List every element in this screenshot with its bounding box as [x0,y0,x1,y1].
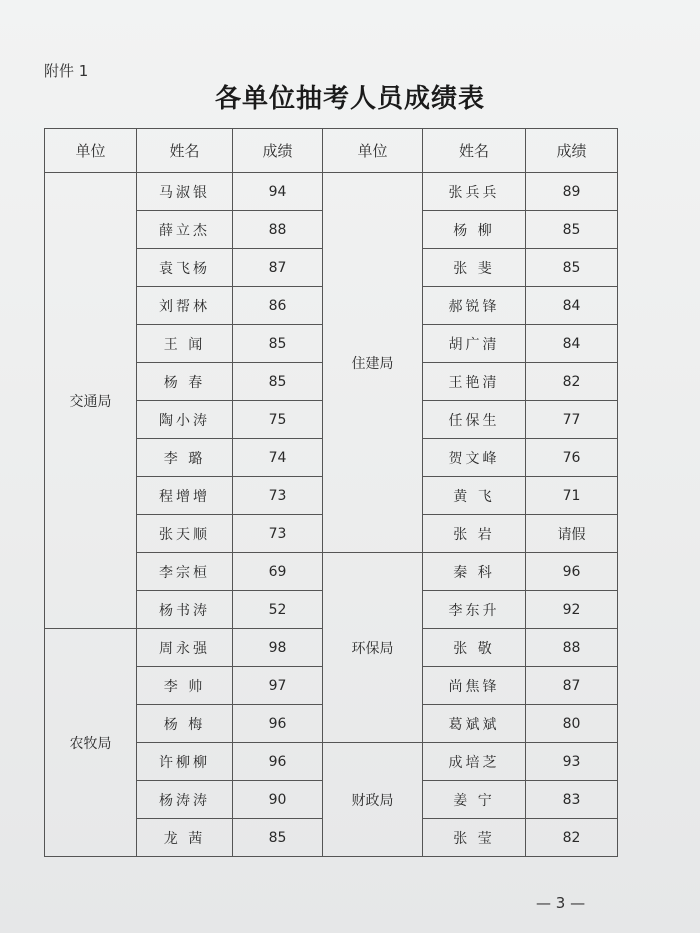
header-score-left: 成绩 [233,129,323,173]
name-cell: 张天顺 [137,515,233,553]
table-row [45,173,618,211]
name-cell: 袁飞杨 [137,249,233,287]
header-name-left: 姓名 [137,129,233,173]
name-cell: 程增增 [137,477,233,515]
score-cell: 82 [526,363,618,401]
score-cell: 52 [233,591,323,629]
score-cell: 请假 [526,515,618,553]
score-cell: 97 [233,667,323,705]
score-cell: 73 [233,515,323,553]
name-cell: 龙 茜 [137,819,233,857]
name-cell: 王 闻 [137,325,233,363]
name-cell: 李 帅 [137,667,233,705]
header-name-right: 姓名 [423,129,526,173]
name-cell: 薛立杰 [137,211,233,249]
score-cell: 85 [233,363,323,401]
unit-cell-left: 交通局 [45,173,137,629]
score-cell: 93 [526,743,618,781]
score-cell: 92 [526,591,618,629]
header-unit-right: 单位 [323,129,423,173]
name-cell: 张 莹 [423,819,526,857]
score-cell: 89 [526,173,618,211]
name-cell: 杨书涛 [137,591,233,629]
score-cell: 88 [233,211,323,249]
score-cell: 85 [233,819,323,857]
unit-cell-right: 住建局 [323,173,423,553]
name-cell: 杨 春 [137,363,233,401]
name-cell: 张 斐 [423,249,526,287]
name-cell: 李宗桓 [137,553,233,591]
header-score-right: 成绩 [526,129,618,173]
name-cell: 陶小涛 [137,401,233,439]
score-cell: 76 [526,439,618,477]
score-cell: 69 [233,553,323,591]
score-cell: 96 [526,553,618,591]
name-cell: 成培芝 [423,743,526,781]
name-cell: 张 敬 [423,629,526,667]
name-cell: 刘帮林 [137,287,233,325]
score-cell: 75 [233,401,323,439]
score-table [44,128,618,857]
page-number: — 3 — [536,894,586,912]
score-cell: 85 [526,249,618,287]
score-cell: 84 [526,325,618,363]
header-unit-left: 单位 [45,129,137,173]
score-cell: 84 [526,287,618,325]
name-cell: 任保生 [423,401,526,439]
name-cell: 杨涛涛 [137,781,233,819]
score-cell: 94 [233,173,323,211]
score-cell: 96 [233,705,323,743]
name-cell: 许柳柳 [137,743,233,781]
name-cell: 葛斌斌 [423,705,526,743]
name-cell: 郝锐锋 [423,287,526,325]
unit-cell-left: 农牧局 [45,629,137,857]
score-cell: 86 [233,287,323,325]
score-cell: 87 [526,667,618,705]
name-cell: 李东升 [423,591,526,629]
name-cell: 姜 宁 [423,781,526,819]
table-header-row [45,129,618,173]
unit-cell-right: 环保局 [323,553,423,743]
name-cell: 贺文峰 [423,439,526,477]
name-cell: 张兵兵 [423,173,526,211]
name-cell: 周永强 [137,629,233,667]
name-cell: 张 岩 [423,515,526,553]
score-cell: 74 [233,439,323,477]
score-cell: 85 [233,325,323,363]
score-cell: 80 [526,705,618,743]
page-title: 各单位抽考人员成绩表 [214,84,485,114]
name-cell: 李 璐 [137,439,233,477]
name-cell: 秦 科 [423,553,526,591]
score-cell: 98 [233,629,323,667]
name-cell: 王艳清 [423,363,526,401]
score-cell: 83 [526,781,618,819]
name-cell: 杨 梅 [137,705,233,743]
unit-cell-right: 财政局 [323,743,423,857]
score-cell: 73 [233,477,323,515]
score-cell: 96 [233,743,323,781]
attachment-label: 附件 1 [44,62,89,80]
score-cell: 85 [526,211,618,249]
score-cell: 90 [233,781,323,819]
name-cell: 胡广清 [423,325,526,363]
name-cell: 黄 飞 [423,477,526,515]
score-cell: 87 [233,249,323,287]
score-cell: 82 [526,819,618,857]
score-cell: 77 [526,401,618,439]
score-cell: 88 [526,629,618,667]
name-cell: 杨 柳 [423,211,526,249]
name-cell: 尚焦锋 [423,667,526,705]
score-cell: 71 [526,477,618,515]
name-cell: 马淑银 [137,173,233,211]
